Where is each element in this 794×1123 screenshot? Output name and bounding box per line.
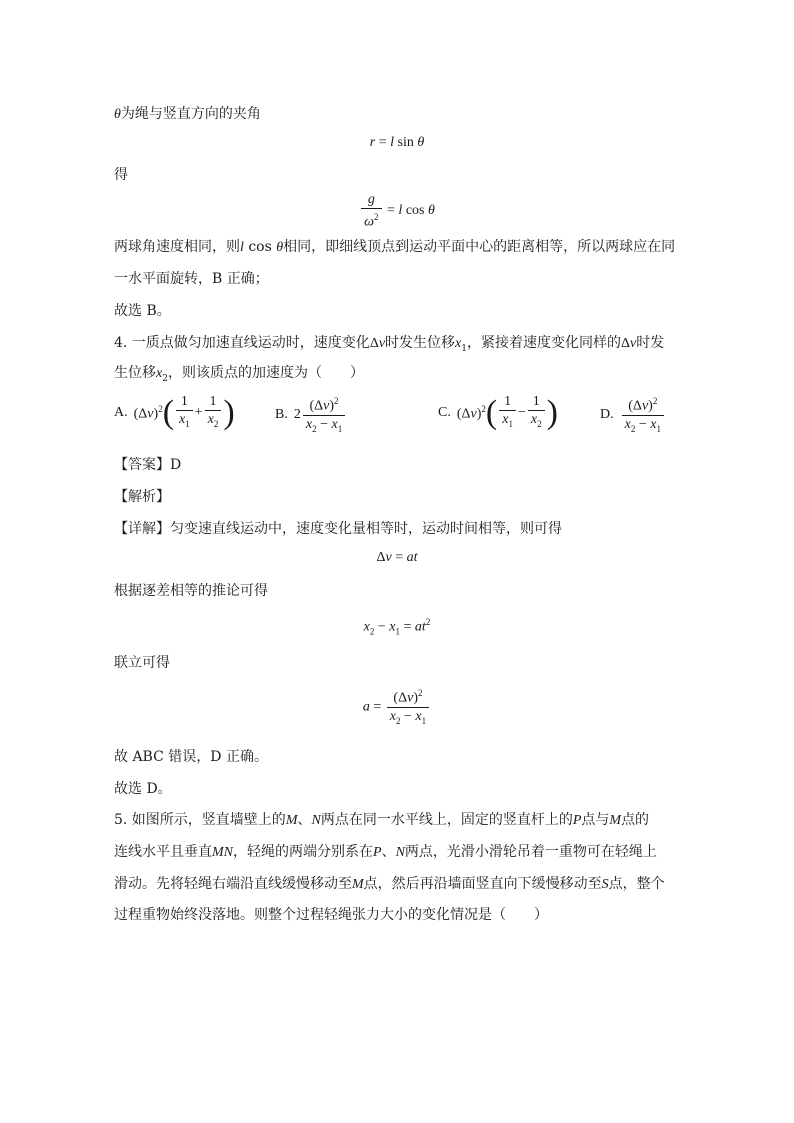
equation-dv-at: Δv = at <box>376 550 418 565</box>
analysis-tag: 【解析】 <box>114 489 170 505</box>
equation-r: r = l sin θ <box>369 135 425 150</box>
de-text: 得 <box>114 167 128 183</box>
question-5-line-3: 滑动。先将轻绳右端沿直线缓慢移动至M点，然后再沿墙面竖直向下缓慢移动至S点，整个 <box>114 876 665 892</box>
theta-definition: θ为绳与竖直方向的夹角 <box>114 106 261 122</box>
inference-line: 根据逐差相等的推论可得 <box>114 583 268 599</box>
question-4-line-1: 4. 一质点做匀加速直线运动时，速度变化Δv时发生位移$x_1$，紧接着速度变化同样的Δv时发 <box>114 335 665 354</box>
equation-g-omega: $\frac{g}{\omega^2}$ = l cos θ <box>0 192 794 230</box>
option-b: B. 2 $\frac{(\Delta v)^2}{x_2 - x_1}$ <box>275 394 347 436</box>
choose-b-line: 故选 B。 <box>114 303 171 319</box>
combine-line: 联立可得 <box>114 655 170 671</box>
choose-d-line: 故选 D。 <box>114 781 172 797</box>
detail-line: 【详解】匀变速直线运动中，速度变化量相等时，运动时间相等，则可得 <box>114 521 562 537</box>
same-speed-line: 两球角速度相同，则l cos θ相同，即细线顶点到运动平面中心的距离相等，所以两球应在同 <box>114 239 676 255</box>
question-5-line-1: 5. 如图所示，竖直墙壁上的M、N两点在同一水平线上，固定的竖直杆上的P点与M点的 <box>114 812 650 828</box>
question-4-line-2: 生位移$x_2$，则该质点的加速度为（ ） <box>114 365 364 384</box>
question-5-line-4: 过程重物始终没落地。则整个过程轻绳张力大小的变化情况是（ ） <box>114 907 548 923</box>
option-a: A. $(\Delta v)^2$ ( $\frac{1}{x_1}$ + $\frac{1}{x_2}$ ) <box>114 393 235 431</box>
option-d: D. $\frac{(\Delta v)^2}{x_2 - x_1}$ <box>600 394 666 436</box>
same-plane-line: 一水平面旋转，B 正确； <box>114 271 269 287</box>
equation-diff: $x_2 - x_1 = at^2$ <box>363 617 431 637</box>
question-5-line-2: 连线水平且垂直MN，轻绳的两端分别系在P、N两点，光滑小滑轮吊着一重物可在轻绳上 <box>114 844 657 860</box>
equation-a: a = $\frac{(\Delta v)^2}{x_2 - x_1}$ <box>0 686 794 728</box>
option-c: C. $(\Delta v)^2$ ( $\frac{1}{x_1}$ − $\frac{1}{x_2}$ ) <box>438 393 558 431</box>
answer-line: 【答案】D <box>114 457 182 473</box>
abc-wrong-line: 故 ABC 错误，D 正确。 <box>114 749 268 765</box>
theta-definition-text: 为绳与竖直方向的夹角 <box>120 106 261 122</box>
